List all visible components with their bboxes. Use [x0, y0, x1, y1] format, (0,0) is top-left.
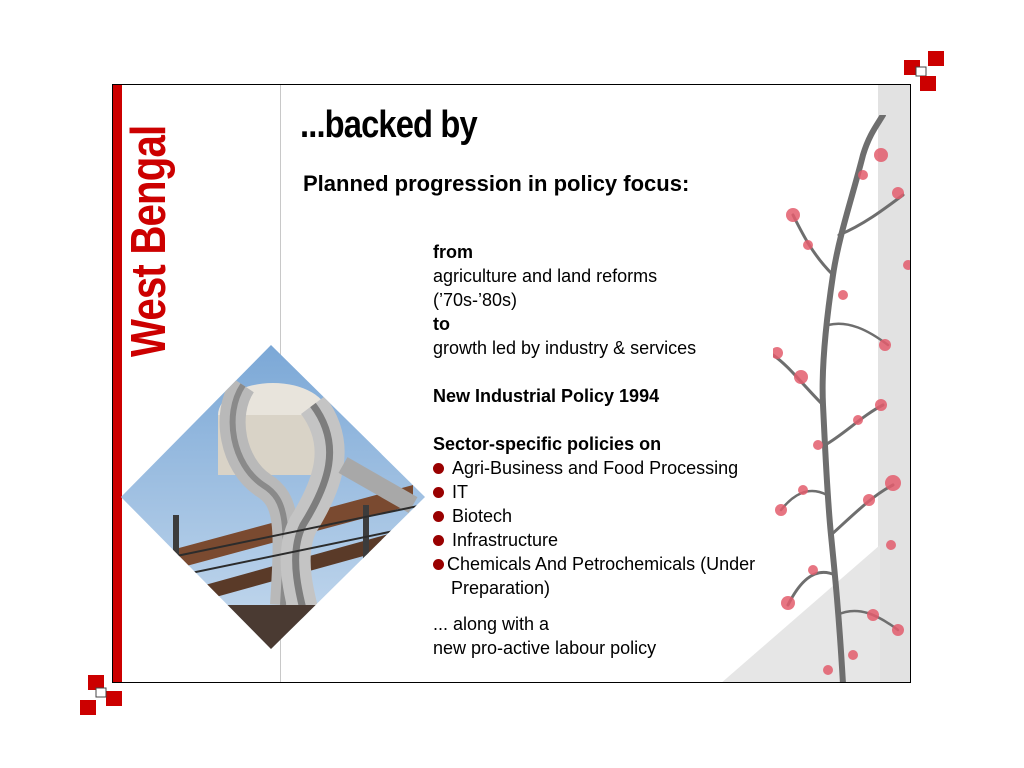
- from-text: agriculture and land reforms: [433, 266, 658, 286]
- bullet-icon: [433, 559, 444, 570]
- bullet-icon: [433, 487, 444, 498]
- closing-line-1: ... along with a: [433, 614, 550, 634]
- list-item: Biotech: [433, 504, 813, 528]
- slide-title: ...backed by: [300, 104, 477, 146]
- bullet-icon: [433, 535, 444, 546]
- list-item: Chemicals And Petrochemicals (Under: [433, 552, 813, 576]
- list-item: Infrastructure: [433, 528, 813, 552]
- closing-line-2: new pro-active labour policy: [433, 638, 657, 658]
- side-title-text: West Bengal: [122, 125, 176, 357]
- list-item: IT: [433, 480, 813, 504]
- slide-subtitle: Planned progression in policy focus:: [303, 171, 690, 196]
- to-text: growth led by industry & services: [433, 338, 697, 358]
- sector-heading: Sector-specific policies on: [433, 434, 662, 454]
- bullet-icon: [433, 463, 444, 474]
- list-item-continuation: Preparation): [451, 578, 551, 598]
- from-period: (’70s-’80s): [433, 290, 518, 310]
- bullet-icon: [433, 511, 444, 522]
- to-label: to: [433, 314, 450, 334]
- list-item: Agri-Business and Food Processing: [433, 456, 813, 480]
- policy-content: [433, 240, 813, 660]
- industrial-policy: New Industrial Policy 1994: [433, 386, 660, 406]
- from-label: from: [433, 242, 473, 262]
